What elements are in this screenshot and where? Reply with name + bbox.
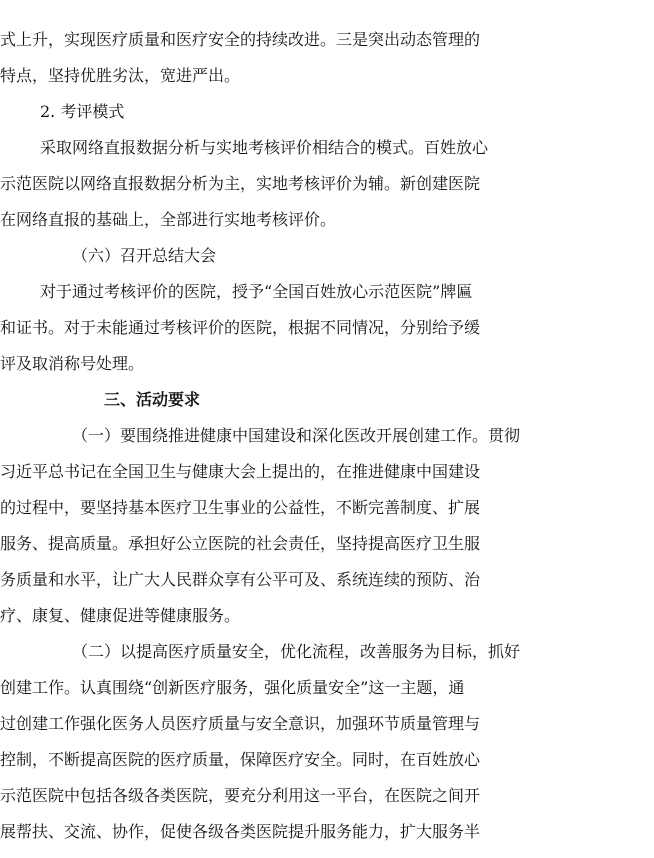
- text-line: 控制，不断提高医院的医疗质量，保障医疗安全。同时，在百姓放心: [0, 750, 481, 769]
- section-heading: 三、活动要求: [104, 390, 201, 409]
- text-line: 习近平总书记在全国卫生与健康大会上提出的，在推进健康中国建设: [0, 462, 481, 481]
- text-line: 服务、提高质量。承担好公立医院的社会责任，坚持提高医疗卫生服: [0, 534, 481, 553]
- text-line: 示范医院中包括各级各类医院，要充分利用这一平台，在医院之间开: [0, 786, 481, 805]
- text-line: 展帮扶、交流、协作，促使各级各类医院提升服务能力，扩大服务半: [0, 822, 481, 841]
- text-line: 创建工作。认真围绕“创新医疗服务，强化质量安全”这一主题，通: [0, 678, 465, 697]
- text-line: 在网络直报的基础上，全部进行实地考核评价。: [0, 210, 337, 229]
- text-line: 的过程中，要坚持基本医疗卫生事业的公益性，不断完善制度、扩展: [0, 498, 481, 517]
- section-subheading: 2. 考评模式: [40, 102, 125, 121]
- paragraph-start: 采取网络直报数据分析与实地考核评价相结合的模式。百姓放心: [40, 138, 489, 157]
- paragraph-start: （一）要围绕推进健康中国建设和深化医改开展创建工作。贯彻: [72, 426, 521, 445]
- text-line: 特点，坚持优胜劣汰，宽进严出。: [0, 66, 241, 85]
- text-line: 务质量和水平，让广大人民群众享有公平可及、系统连续的预防、治: [0, 570, 481, 589]
- text-line: 式上升，实现医疗质量和医疗安全的持续改进。三是突出动态管理的: [0, 30, 481, 49]
- text-line: 示范医院以网络直报数据分析为主，实地考核评价为辅。新创建医院: [0, 174, 481, 193]
- paragraph-start: 对于通过考核评价的医院，授予“全国百姓放心示范医院”牌匾: [40, 282, 473, 301]
- text-line: 评及取消称号处理。: [0, 354, 145, 373]
- text-line: 疗、康复、健康促进等健康服务。: [0, 606, 241, 625]
- text-line: 过创建工作强化医务人员医疗质量与安全意识，加强环节质量管理与: [0, 714, 481, 733]
- section-subheading: （六）召开总结大会: [72, 246, 217, 265]
- text-line: 和证书。对于未能通过考核评价的医院，根据不同情况，分别给予缓: [0, 318, 481, 337]
- paragraph-start: （二）以提高医疗质量安全，优化流程，改善服务为目标，抓好: [72, 642, 521, 661]
